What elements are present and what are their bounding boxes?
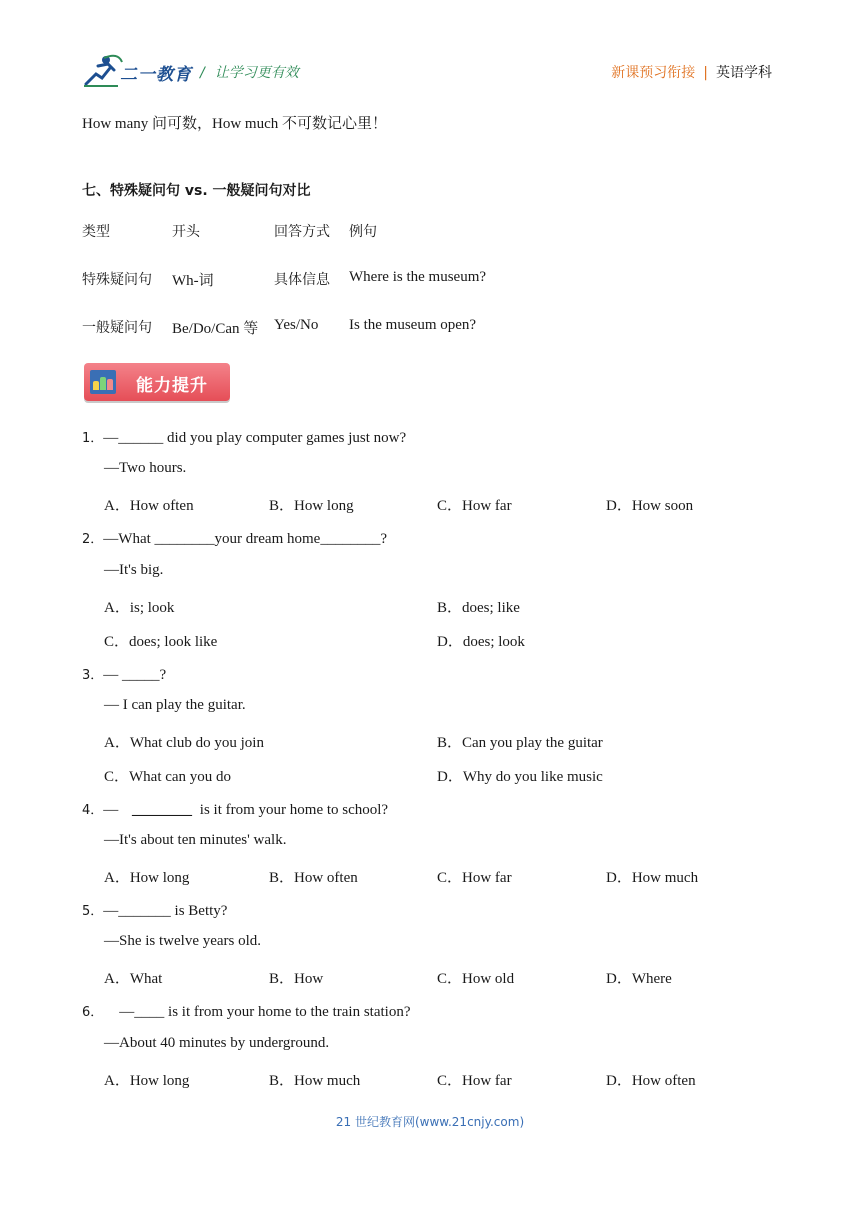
question-stem-post: is it from your home to school? bbox=[196, 802, 389, 818]
question-reply: —About 40 minutes by underground. bbox=[104, 1035, 330, 1051]
table-cell: 一般疑问句 bbox=[82, 320, 152, 336]
course-label: 新课预习衔接 bbox=[611, 65, 696, 81]
question-reply: —Two hours. bbox=[104, 460, 187, 476]
table-cell: Is the museum open? bbox=[349, 317, 477, 333]
question-reply: — I can play the guitar. bbox=[104, 697, 246, 713]
badge-label: 能力提升 bbox=[136, 376, 208, 396]
header-right bbox=[611, 62, 772, 82]
option-d[interactable]: D．How much bbox=[606, 870, 699, 886]
table-cell: Yes/No bbox=[274, 317, 319, 333]
option-a[interactable]: A．What bbox=[104, 971, 163, 987]
intro-line: How many 问可数，How much 不可数记心里！ bbox=[82, 116, 387, 132]
header-slogan: / 让学习更有效 bbox=[200, 65, 299, 81]
option-a[interactable]: A．How long bbox=[104, 1073, 190, 1089]
option-d[interactable]: D．How often bbox=[606, 1073, 696, 1089]
question-number: 1． bbox=[82, 431, 104, 446]
question-reply: —It's big. bbox=[104, 562, 164, 578]
header-separator: | bbox=[703, 65, 708, 81]
table-header-type: 类型 bbox=[82, 224, 110, 240]
chart-board-icon bbox=[90, 370, 116, 394]
option-b[interactable]: B．How long bbox=[269, 498, 354, 514]
table-cell: 特殊疑问句 bbox=[82, 272, 152, 288]
question-stem: —____ is it from your home to the train station? bbox=[119, 1004, 411, 1020]
question-stem: — _____? bbox=[103, 667, 167, 683]
option-b[interactable]: B．How often bbox=[269, 870, 358, 886]
question-stem: —_______ is Betty? bbox=[103, 903, 228, 919]
question-stem: —______ did you play computer games just now? bbox=[103, 430, 407, 446]
question-number: 6． bbox=[82, 1005, 104, 1020]
option-d[interactable]: D．How soon bbox=[606, 498, 694, 514]
page-footer: 21 世纪教育网(www.21cnjy.com) bbox=[335, 1115, 525, 1129]
table-header-start: 开头 bbox=[172, 224, 200, 240]
option-b[interactable]: B．How much bbox=[269, 1073, 361, 1089]
option-c[interactable]: C．What can you do bbox=[104, 769, 232, 785]
table-cell: Wh-词 bbox=[172, 273, 214, 289]
option-c[interactable]: C．How far bbox=[437, 870, 512, 886]
option-c[interactable]: C．How far bbox=[437, 1073, 512, 1089]
option-b[interactable]: B．does; like bbox=[437, 600, 520, 616]
question-number: 2． bbox=[82, 532, 104, 547]
option-d[interactable]: D．Where bbox=[606, 971, 672, 987]
subject-label: 英语学科 bbox=[716, 65, 772, 81]
question-stem: —What ________your dream home________? bbox=[103, 531, 387, 547]
option-b[interactable]: B．Can you play the guitar bbox=[437, 735, 603, 751]
logo-text: 二一教育 bbox=[120, 65, 192, 85]
option-d[interactable]: D．does; look bbox=[437, 634, 525, 650]
option-c[interactable]: C．How old bbox=[437, 971, 515, 987]
table-cell: 具体信息 bbox=[274, 272, 330, 288]
question-reply: —It's about ten minutes' walk. bbox=[104, 832, 287, 848]
ability-badge bbox=[84, 363, 230, 401]
question-blank[interactable]: ________ bbox=[132, 802, 193, 818]
table-header-example: 例句 bbox=[349, 224, 377, 240]
option-a[interactable]: A．is; look bbox=[104, 600, 175, 616]
option-d[interactable]: D．Why do you like music bbox=[437, 769, 603, 785]
question-number: 3． bbox=[82, 668, 104, 683]
table-cell: Where is the museum? bbox=[349, 269, 487, 285]
option-c[interactable]: C．How far bbox=[437, 498, 512, 514]
question-stem-pre: — bbox=[103, 802, 123, 818]
option-b[interactable]: B．How bbox=[269, 971, 324, 987]
question-number: 5． bbox=[82, 904, 104, 919]
option-a[interactable]: A．What club do you join bbox=[104, 735, 264, 751]
section-title: 七、特殊疑问句 vs. 一般疑问句对比 bbox=[82, 183, 311, 199]
option-a[interactable]: A．How often bbox=[104, 498, 194, 514]
option-c[interactable]: C．does; look like bbox=[104, 634, 218, 650]
option-a[interactable]: A．How long bbox=[104, 870, 190, 886]
table-header-answer: 回答方式 bbox=[274, 224, 330, 240]
question-reply: —She is twelve years old. bbox=[104, 933, 262, 949]
question-number: 4． bbox=[82, 803, 104, 818]
table-cell: Be/Do/Can 等 bbox=[172, 321, 259, 337]
